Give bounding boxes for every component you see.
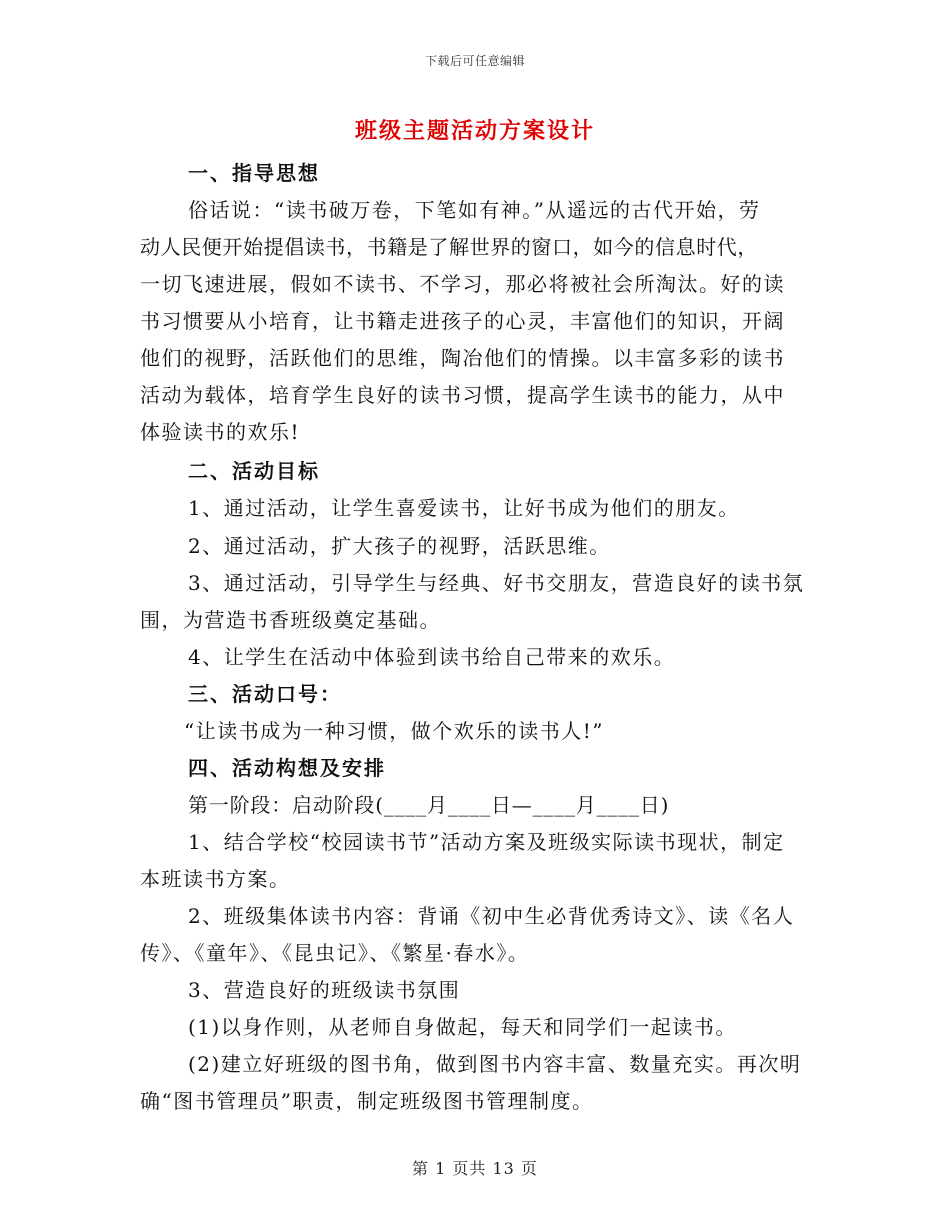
section-heading-1: 一、指导思想 <box>188 161 320 185</box>
list-item: 3、营造良好的班级读书氛围 <box>188 978 461 1002</box>
paragraph-line: 活动为载体，培育学生良好的读书习惯，提高学生读书的能力，从中 <box>140 383 785 407</box>
sub-item-continuation: 确“图书管理员”职责，制定班级图书管理制度。 <box>140 1089 594 1113</box>
paragraph-line: 他们的视野，活跃他们的思维，陶冶他们的情操。以丰富多彩的读书 <box>140 346 785 370</box>
list-item: 2、通过活动，扩大孩子的视野，活跃思维。 <box>188 534 611 558</box>
paragraph-line: 书习惯要从小培育，让书籍走进孩子的心灵，丰富他们的知识，开阔 <box>140 309 785 333</box>
document-title: 班级主题活动方案设计 <box>354 118 595 144</box>
list-item: 1、结合学校“校园读书节”活动方案及班级实际读书现状，制定 <box>188 830 785 854</box>
phase-heading: 第一阶段：启动阶段(____月____日—____月____日) <box>188 793 670 817</box>
section-heading-2: 二、活动目标 <box>188 459 320 483</box>
page-footer: 第 1 页共 13 页 <box>412 1159 538 1178</box>
paragraph-line: 一切飞速进展，假如不读书、不学习，那必将被社会所淘汰。好的读 <box>140 272 785 296</box>
section-heading-4: 四、活动构想及安排 <box>188 756 386 780</box>
list-item-continuation: 传》、《童年》、《昆虫记》、《繁星·春水》。 <box>140 941 530 965</box>
sub-item: (1)以身作则，从老师自身做起，每天和同学们一起读书。 <box>188 1015 737 1039</box>
paragraph-line: 动人民便开始提倡读书，书籍是了解世界的窗口，如今的信息时代， <box>140 235 758 259</box>
list-item: 3、通过活动，引导学生与经典、好书交朋友，营造良好的读书氛 <box>188 571 805 595</box>
header-note: 下载后可任意编辑 <box>424 54 525 68</box>
list-item: 4、让学生在活动中体验到读书给自己带来的欢乐。 <box>188 645 676 669</box>
list-item: 2、班级集体读书内容：背诵《初中生必背优秀诗文》、读《名人 <box>188 904 795 928</box>
list-item-continuation: 围，为营造书香班级奠定基础。 <box>140 608 441 632</box>
list-item-continuation: 本班读书方案。 <box>140 867 291 891</box>
section-heading-3: 三、活动口号： <box>188 682 342 706</box>
paragraph-line: 俗话说：“读书破万卷，下笔如有神。”从遥远的古代开始，劳 <box>188 198 761 222</box>
paragraph-line: 体验读书的欢乐! <box>140 420 301 444</box>
sub-item: (2)建立好班级的图书角，做到图书内容丰富、数量充实。再次明 <box>188 1052 802 1076</box>
list-item: 1、通过活动，让学生喜爱读书，让好书成为他们的朋友。 <box>188 496 740 520</box>
slogan: “让读书成为一种习惯，做个欢乐的读书人!” <box>184 719 604 743</box>
